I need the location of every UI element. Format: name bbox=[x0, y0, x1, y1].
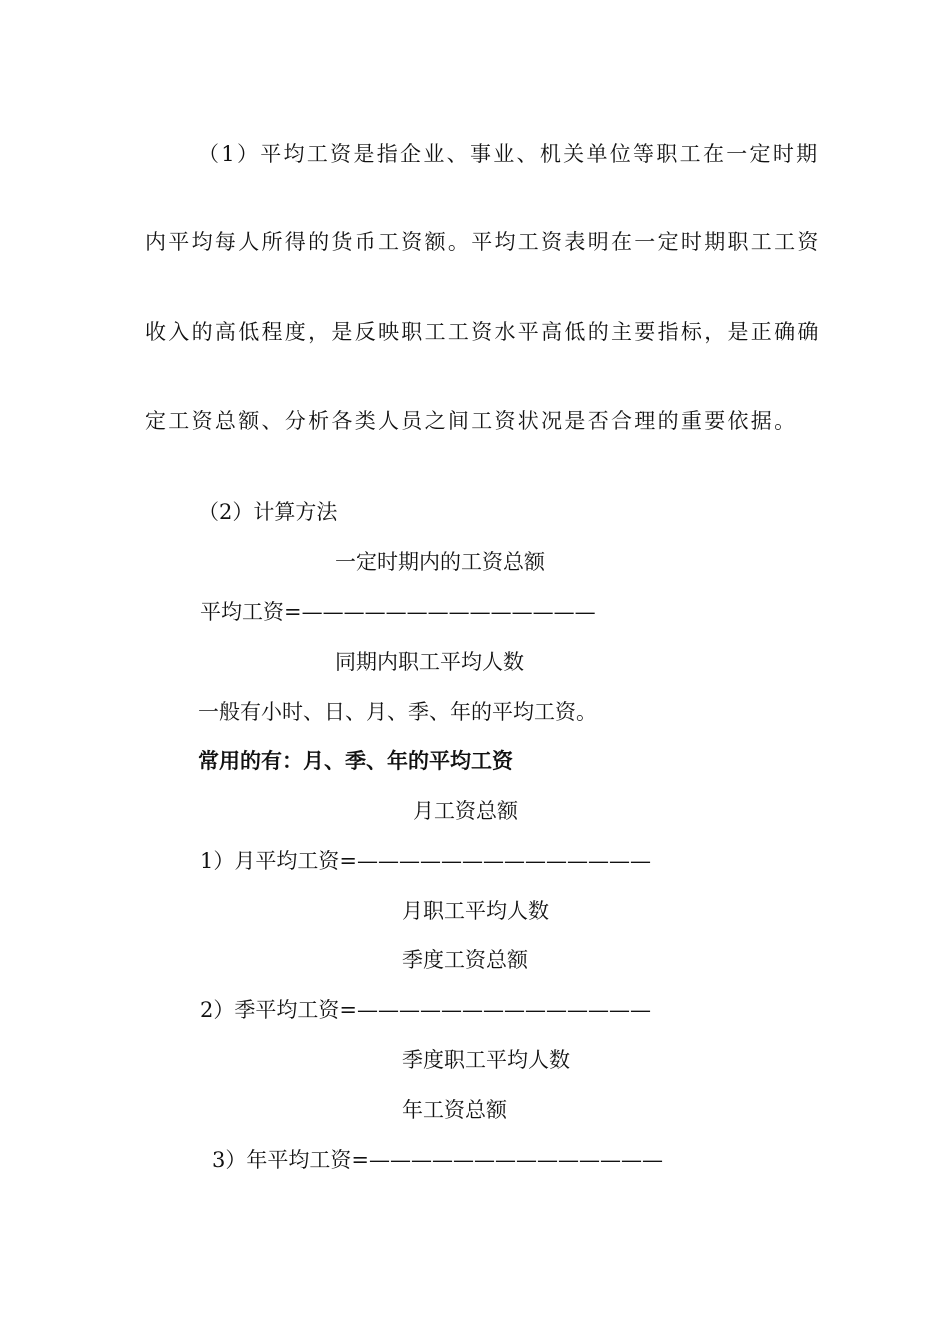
general-formula-numerator: 一定时期内的工资总额 bbox=[335, 550, 545, 574]
general-formula-denominator: 同期内职工平均人数 bbox=[335, 650, 524, 674]
definition-line-1: （1）平均工资是指企业、事业、机关单位等职工在一定时期 bbox=[198, 142, 820, 166]
formula-1-lhs: 1）月平均工资=—————————————— bbox=[200, 849, 651, 873]
definition-line-3: 收入的高低程度，是反映职工工资水平高低的主要指标，是正确确 bbox=[145, 320, 821, 344]
formula-2-denominator: 季度职工平均人数 bbox=[402, 1048, 570, 1072]
formula-3-lhs: 3）年平均工资=—————————————— bbox=[212, 1148, 663, 1172]
method-heading: （2）计算方法 bbox=[198, 500, 338, 524]
general-formula-lhs: 平均工资=—————————————— bbox=[200, 600, 596, 624]
definition-line-4: 定工资总额、分析各类人员之间工资状况是否合理的重要依据。 bbox=[145, 409, 798, 433]
formula-1-numerator: 月工资总额 bbox=[413, 799, 518, 823]
formula-1-denominator: 月职工平均人数 bbox=[402, 899, 549, 923]
formula-3-numerator: 年工资总额 bbox=[402, 1098, 507, 1122]
types-note: 一般有小时、日、月、季、年的平均工资。 bbox=[198, 700, 597, 724]
formula-2-lhs: 2）季平均工资=—————————————— bbox=[200, 998, 651, 1022]
definition-line-2: 内平均每人所得的货币工资额。平均工资表明在一定时期职工工资 bbox=[145, 230, 821, 254]
common-heading: 常用的有：月、季、年的平均工资 bbox=[198, 748, 513, 773]
formula-2-numerator: 季度工资总额 bbox=[402, 948, 528, 972]
